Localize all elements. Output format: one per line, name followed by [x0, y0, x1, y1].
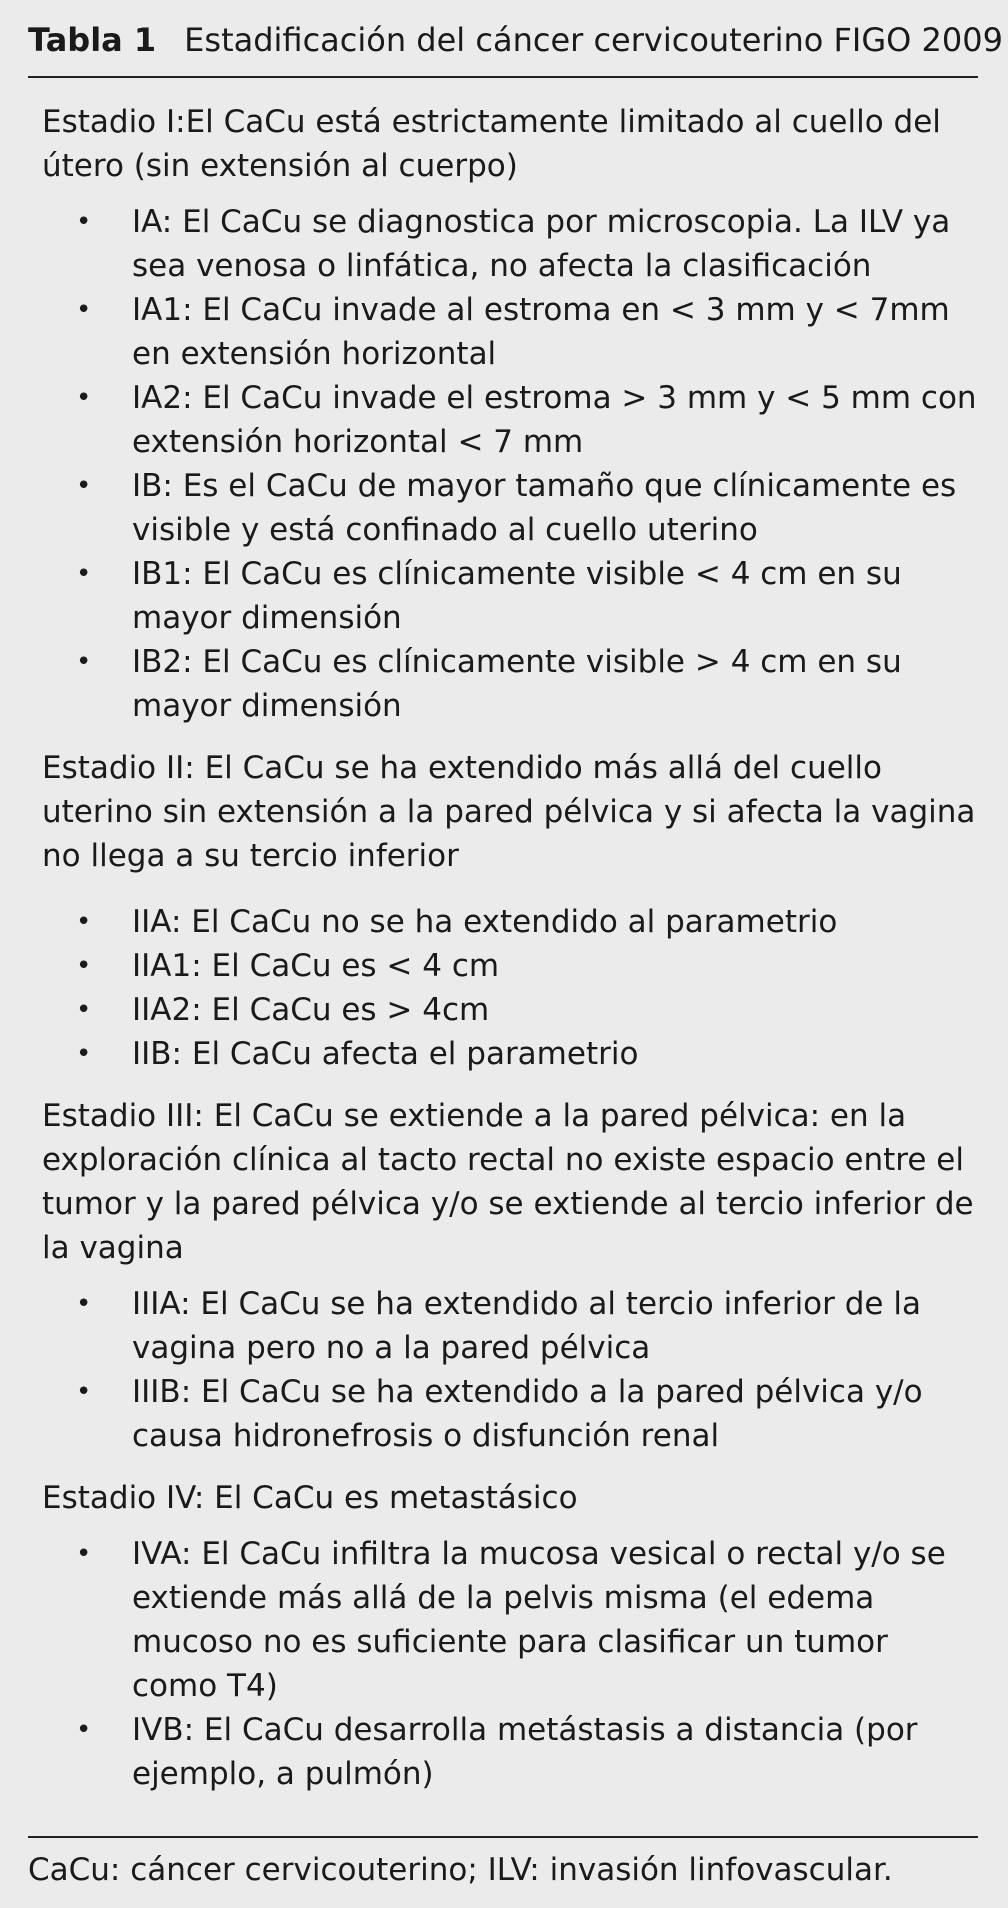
list-item: • IIIA: El CaCu se ha extendido al tercio inferior de la vagina pero no a la pared pélvica	[42, 1282, 982, 1370]
bullet-icon: •	[76, 1289, 92, 1319]
stage-3-heading: Estadio III: El CaCu se extiende a la pared pélvica: en la exploración clínica al tacto rectal no existe espacio entre el tumor y la pared pélvica y/o se extiende al tercio inferior de la vagina	[42, 1098, 974, 1266]
list-item: • IVA: El CaCu infiltra la mucosa vesical o rectal y/o se extiende más allá de la pelvis misma (el edema mucoso no es suficiente para clasificar un tumor como T4)	[42, 1532, 982, 1708]
bullet-icon: •	[76, 383, 92, 413]
table-label: Tabla 1	[28, 21, 157, 59]
stage-2-heading: Estadio II: El CaCu se ha extendido más allá del cuello uterino sin extensión a la pared pélvica y si afecta la vagina no llega a su tercio inferior	[42, 750, 976, 874]
stage-4	[42, 1476, 982, 1796]
bullet-icon: •	[76, 559, 92, 589]
list-item: • IIA1: El CaCu es < 4 cm	[42, 944, 982, 988]
list-item: • IA: El CaCu se diagnostica por microscopia. La ILV ya sea venosa o linfática, no afecta la clasificación	[42, 200, 982, 288]
stage-3	[42, 1094, 982, 1458]
list-item: • IIA2: El CaCu es > 4cm	[42, 988, 982, 1032]
list-item: • IIIB: El CaCu se ha extendido a la pared pélvica y/o causa hidronefrosis o disfunción renal	[42, 1370, 982, 1458]
bullet-icon: •	[76, 1715, 92, 1745]
bullet-icon: •	[76, 907, 92, 937]
list-item: • IB1: El CaCu es clínicamente visible < 4 cm en su mayor dimensión	[42, 552, 982, 640]
list-item: • IA1: El CaCu invade al estroma en < 3 mm y < 7mm en extensión horizontal	[42, 288, 982, 376]
bullet-icon: •	[76, 647, 92, 677]
stage-4-list	[42, 1532, 982, 1796]
table-caption	[28, 18, 1003, 62]
table-title: Estadificación del cáncer cervicouterino FIGO 2009	[184, 21, 1003, 59]
bottom-rule	[28, 1836, 978, 1838]
list-item: • IIB: El CaCu afecta el parametrio	[42, 1032, 982, 1076]
list-item: • IB: Es el CaCu de mayor tamaño que clínicamente es visible y está confinado al cuello uterino	[42, 464, 982, 552]
bullet-icon: •	[76, 995, 92, 1025]
stage-1-list	[42, 200, 982, 728]
list-item: • IVB: El CaCu desarrolla metástasis a distancia (por ejemplo, a pulmón)	[42, 1708, 982, 1796]
list-item: • IA2: El CaCu invade el estroma > 3 mm y < 5 mm con extensión horizontal < 7 mm	[42, 376, 982, 464]
bullet-icon: •	[76, 951, 92, 981]
stage-1-heading: Estadio I:El CaCu está estrictamente limitado al cuello del útero (sin extensión al cuerpo)	[42, 104, 941, 184]
list-item: • IB2: El CaCu es clínicamente visible > 4 cm en su mayor dimensión	[42, 640, 982, 728]
bullet-icon: •	[76, 295, 92, 325]
stage-2	[42, 746, 982, 1076]
stage-2-list	[42, 900, 982, 1076]
table-body	[42, 100, 982, 1796]
table-footnote: CaCu: cáncer cervicouterino; ILV: invasión linfovascular.	[28, 1852, 893, 1888]
stage-3-list	[42, 1282, 982, 1458]
bullet-icon: •	[76, 1039, 92, 1069]
list-item: • IIA: El CaCu no se ha extendido al parametrio	[42, 900, 982, 944]
bullet-icon: •	[76, 207, 92, 237]
bullet-icon: •	[76, 1539, 92, 1569]
stage-4-heading: Estadio IV: El CaCu es metastásico	[42, 1480, 578, 1516]
stage-1	[42, 100, 982, 728]
bullet-icon: •	[76, 471, 92, 501]
bullet-icon: •	[76, 1377, 92, 1407]
top-rule	[28, 76, 978, 78]
